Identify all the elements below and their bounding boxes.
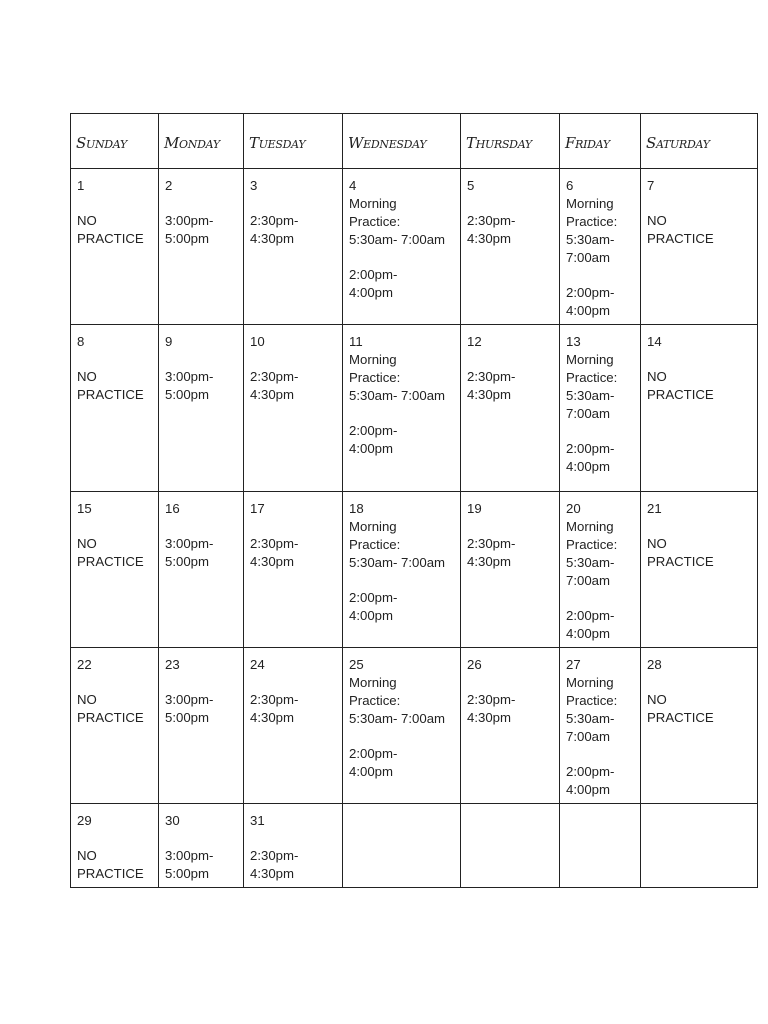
practice-text: NO bbox=[77, 848, 97, 863]
spacer bbox=[165, 674, 237, 691]
day-number: 20 bbox=[566, 501, 581, 516]
practice-text: 4:00pm bbox=[349, 764, 393, 779]
practice-text: 5:00pm bbox=[165, 387, 209, 402]
practice-text: PRACTICE bbox=[77, 387, 144, 402]
practice-text: 2:30pm- bbox=[250, 213, 299, 228]
practice-text: Morning bbox=[349, 675, 397, 690]
day-number: 8 bbox=[77, 334, 85, 349]
spacer bbox=[647, 195, 751, 212]
day-cell bbox=[159, 648, 244, 804]
weekday-sunday: Sunday bbox=[71, 114, 159, 169]
day-number: 1 bbox=[77, 178, 85, 193]
practice-text: 2:00pm- bbox=[349, 423, 398, 438]
day-number: 27 bbox=[566, 657, 581, 672]
day-number: 22 bbox=[77, 657, 92, 672]
day-cell bbox=[641, 648, 758, 804]
practice-text: 7:00am bbox=[566, 729, 610, 744]
practice-text: 4:00pm bbox=[349, 441, 393, 456]
spacer bbox=[647, 674, 751, 691]
practice-text: 3:00pm- bbox=[165, 848, 214, 863]
spacer bbox=[349, 728, 454, 745]
day-cell bbox=[343, 492, 461, 648]
day-number: 12 bbox=[467, 334, 482, 349]
day-number: 23 bbox=[165, 657, 180, 672]
practice-text: 7:00am bbox=[566, 573, 610, 588]
practice-text: 2:30pm- bbox=[250, 369, 299, 384]
day-cell bbox=[244, 169, 343, 325]
day-cell bbox=[71, 804, 159, 888]
practice-text: 7:00am bbox=[566, 406, 610, 421]
day-cell bbox=[560, 804, 641, 888]
spacer bbox=[566, 423, 634, 440]
day-number: 13 bbox=[566, 334, 581, 349]
day-cell bbox=[560, 492, 641, 648]
week-row bbox=[71, 492, 758, 648]
weekday-header-row bbox=[71, 114, 758, 169]
practice-text: Morning bbox=[349, 519, 397, 534]
practice-text: NO bbox=[647, 213, 667, 228]
practice-text: 2:30pm- bbox=[467, 213, 516, 228]
practice-text: NO bbox=[77, 692, 97, 707]
spacer bbox=[165, 195, 237, 212]
day-cell bbox=[461, 804, 560, 888]
day-number: 24 bbox=[250, 657, 265, 672]
practice-text: PRACTICE bbox=[647, 231, 714, 246]
practice-text: Practice: bbox=[349, 370, 401, 385]
spacer bbox=[77, 518, 152, 535]
practice-text: PRACTICE bbox=[77, 554, 144, 569]
practice-text: Morning bbox=[566, 519, 614, 534]
day-cell bbox=[560, 169, 641, 325]
practice-text: 3:00pm- bbox=[165, 369, 214, 384]
practice-text: 4:30pm bbox=[250, 866, 294, 881]
day-cell bbox=[641, 169, 758, 325]
spacer bbox=[566, 746, 634, 763]
day-number bbox=[467, 812, 553, 830]
day-number: 6 bbox=[566, 178, 574, 193]
practice-text: Morning bbox=[566, 675, 614, 690]
practice-text: PRACTICE bbox=[647, 710, 714, 725]
practice-text: 4:30pm bbox=[250, 387, 294, 402]
weekday-wednesday: Wednesday bbox=[343, 114, 461, 169]
practice-text: 2:30pm- bbox=[250, 692, 299, 707]
weekday-thursday: Thursday bbox=[461, 114, 560, 169]
practice-text: Practice: bbox=[566, 693, 618, 708]
spacer bbox=[566, 590, 634, 607]
day-cell bbox=[560, 325, 641, 492]
day-cell bbox=[461, 648, 560, 804]
weekday-saturday: Saturday bbox=[641, 114, 758, 169]
practice-text: 2:30pm- bbox=[250, 536, 299, 551]
day-cell bbox=[244, 804, 343, 888]
practice-text: 4:00pm bbox=[566, 459, 610, 474]
practice-text: 5:30am- 7:00am bbox=[349, 232, 446, 247]
day-cell bbox=[641, 325, 758, 492]
practice-text: 2:30pm- bbox=[467, 369, 516, 384]
spacer bbox=[165, 518, 237, 535]
day-number: 26 bbox=[467, 657, 482, 672]
practice-text: NO bbox=[647, 536, 667, 551]
practice-text: Practice: bbox=[349, 214, 401, 229]
day-cell bbox=[560, 648, 641, 804]
day-cell bbox=[244, 492, 343, 648]
week-row bbox=[71, 325, 758, 492]
day-number: 7 bbox=[647, 178, 655, 193]
day-cell bbox=[343, 169, 461, 325]
day-cell bbox=[343, 804, 461, 888]
practice-text: 5:00pm bbox=[165, 231, 209, 246]
spacer bbox=[467, 518, 553, 535]
practice-text: 2:30pm- bbox=[250, 848, 299, 863]
day-cell bbox=[71, 492, 159, 648]
day-cell bbox=[461, 492, 560, 648]
practice-text: 2:00pm- bbox=[349, 267, 398, 282]
day-number: 19 bbox=[467, 501, 482, 516]
day-number: 4 bbox=[349, 178, 357, 193]
spacer bbox=[467, 351, 553, 368]
practice-text: 2:00pm- bbox=[566, 608, 615, 623]
day-number: 18 bbox=[349, 501, 364, 516]
day-cell bbox=[641, 804, 758, 888]
practice-text: 3:00pm- bbox=[165, 213, 214, 228]
spacer bbox=[250, 518, 336, 535]
day-cell bbox=[71, 648, 159, 804]
practice-text: 4:00pm bbox=[566, 782, 610, 797]
practice-text: 2:00pm- bbox=[566, 441, 615, 456]
spacer bbox=[250, 830, 336, 847]
practice-text: NO bbox=[77, 536, 97, 551]
practice-text: Practice: bbox=[566, 537, 618, 552]
day-cell bbox=[244, 325, 343, 492]
spacer bbox=[647, 351, 751, 368]
practice-text: PRACTICE bbox=[77, 231, 144, 246]
day-cell bbox=[343, 648, 461, 804]
practice-text: 3:00pm- bbox=[165, 692, 214, 707]
practice-text: 5:30am- bbox=[566, 232, 615, 247]
practice-text: 2:00pm- bbox=[566, 285, 615, 300]
practice-text: 4:30pm bbox=[250, 231, 294, 246]
practice-text: NO bbox=[647, 692, 667, 707]
practice-text: PRACTICE bbox=[647, 387, 714, 402]
day-cell bbox=[641, 492, 758, 648]
practice-text: 5:30am- bbox=[566, 388, 615, 403]
practice-text: Morning bbox=[566, 352, 614, 367]
day-cell bbox=[343, 325, 461, 492]
week-row bbox=[71, 648, 758, 804]
spacer bbox=[250, 351, 336, 368]
spacer bbox=[165, 830, 237, 847]
day-number: 28 bbox=[647, 657, 662, 672]
day-number: 21 bbox=[647, 501, 662, 516]
practice-text: 5:00pm bbox=[165, 554, 209, 569]
spacer bbox=[165, 351, 237, 368]
week-row bbox=[71, 169, 758, 325]
practice-text: 4:30pm bbox=[467, 710, 511, 725]
practice-text: NO bbox=[77, 369, 97, 384]
practice-text: 2:00pm- bbox=[566, 764, 615, 779]
spacer bbox=[77, 830, 152, 847]
practice-text: 5:00pm bbox=[165, 710, 209, 725]
practice-text: 4:00pm bbox=[566, 303, 610, 318]
day-cell bbox=[71, 169, 159, 325]
spacer bbox=[77, 674, 152, 691]
practice-text: 4:30pm bbox=[250, 710, 294, 725]
practice-text: Morning bbox=[349, 196, 397, 211]
practice-text: PRACTICE bbox=[77, 866, 144, 881]
practice-text: 4:30pm bbox=[467, 231, 511, 246]
practice-text: 5:30am- bbox=[566, 555, 615, 570]
practice-text: 5:30am- 7:00am bbox=[349, 711, 446, 726]
spacer bbox=[349, 572, 454, 589]
day-cell bbox=[461, 325, 560, 492]
practice-text: 4:00pm bbox=[349, 285, 393, 300]
day-number: 10 bbox=[250, 334, 265, 349]
day-number: 30 bbox=[165, 813, 180, 828]
spacer bbox=[250, 674, 336, 691]
day-cell bbox=[159, 804, 244, 888]
day-number: 14 bbox=[647, 334, 662, 349]
practice-text: Practice: bbox=[566, 370, 618, 385]
day-cell bbox=[159, 492, 244, 648]
spacer bbox=[467, 195, 553, 212]
practice-text: 2:00pm- bbox=[349, 590, 398, 605]
day-number: 11 bbox=[349, 334, 363, 349]
weekday-friday: Friday bbox=[560, 114, 641, 169]
practice-text: 4:00pm bbox=[566, 626, 610, 641]
day-cell bbox=[71, 325, 159, 492]
day-number: 31 bbox=[250, 813, 265, 828]
day-number: 16 bbox=[165, 501, 180, 516]
spacer bbox=[566, 267, 634, 284]
practice-text: 2:00pm- bbox=[349, 746, 398, 761]
practice-text: 4:00pm bbox=[349, 608, 393, 623]
spacer bbox=[647, 518, 751, 535]
practice-text: NO bbox=[77, 213, 97, 228]
practice-text: 7:00am bbox=[566, 250, 610, 265]
practice-text: Practice: bbox=[349, 537, 401, 552]
day-number: 25 bbox=[349, 657, 364, 672]
day-number: 3 bbox=[250, 178, 258, 193]
practice-text: 5:30am- 7:00am bbox=[349, 555, 446, 570]
practice-text: 3:00pm- bbox=[165, 536, 214, 551]
practice-text: PRACTICE bbox=[647, 554, 714, 569]
practice-text: Practice: bbox=[566, 214, 618, 229]
practice-text: Morning bbox=[566, 196, 614, 211]
week-row bbox=[71, 804, 758, 888]
practice-text: NO bbox=[647, 369, 667, 384]
spacer bbox=[467, 674, 553, 691]
practice-calendar bbox=[70, 113, 758, 888]
practice-text: 2:30pm- bbox=[467, 692, 516, 707]
practice-text: 5:30am- bbox=[566, 711, 615, 726]
day-number: 2 bbox=[165, 178, 173, 193]
day-number: 29 bbox=[77, 813, 92, 828]
day-number bbox=[349, 812, 454, 830]
spacer bbox=[349, 249, 454, 266]
calendar-header bbox=[71, 114, 758, 169]
day-cell bbox=[244, 648, 343, 804]
practice-text: 2:30pm- bbox=[467, 536, 516, 551]
weekday-tuesday: Tuesday bbox=[244, 114, 343, 169]
weekday-monday: Monday bbox=[159, 114, 244, 169]
day-cell bbox=[159, 325, 244, 492]
spacer bbox=[349, 405, 454, 422]
day-number bbox=[647, 812, 751, 830]
practice-text: Practice: bbox=[349, 693, 401, 708]
spacer bbox=[250, 195, 336, 212]
practice-text: 4:30pm bbox=[467, 387, 511, 402]
day-number: 5 bbox=[467, 178, 475, 193]
practice-text: PRACTICE bbox=[77, 710, 144, 725]
day-number: 15 bbox=[77, 501, 92, 516]
spacer bbox=[77, 351, 152, 368]
practice-text: 5:30am- 7:00am bbox=[349, 388, 446, 403]
day-number: 17 bbox=[250, 501, 265, 516]
calendar-body bbox=[71, 169, 758, 888]
day-number bbox=[566, 812, 634, 830]
practice-text: 4:30pm bbox=[467, 554, 511, 569]
spacer bbox=[77, 195, 152, 212]
practice-text: 5:00pm bbox=[165, 866, 209, 881]
day-cell bbox=[461, 169, 560, 325]
day-number: 9 bbox=[165, 334, 173, 349]
day-cell bbox=[159, 169, 244, 325]
practice-text: 4:30pm bbox=[250, 554, 294, 569]
practice-text: Morning bbox=[349, 352, 397, 367]
